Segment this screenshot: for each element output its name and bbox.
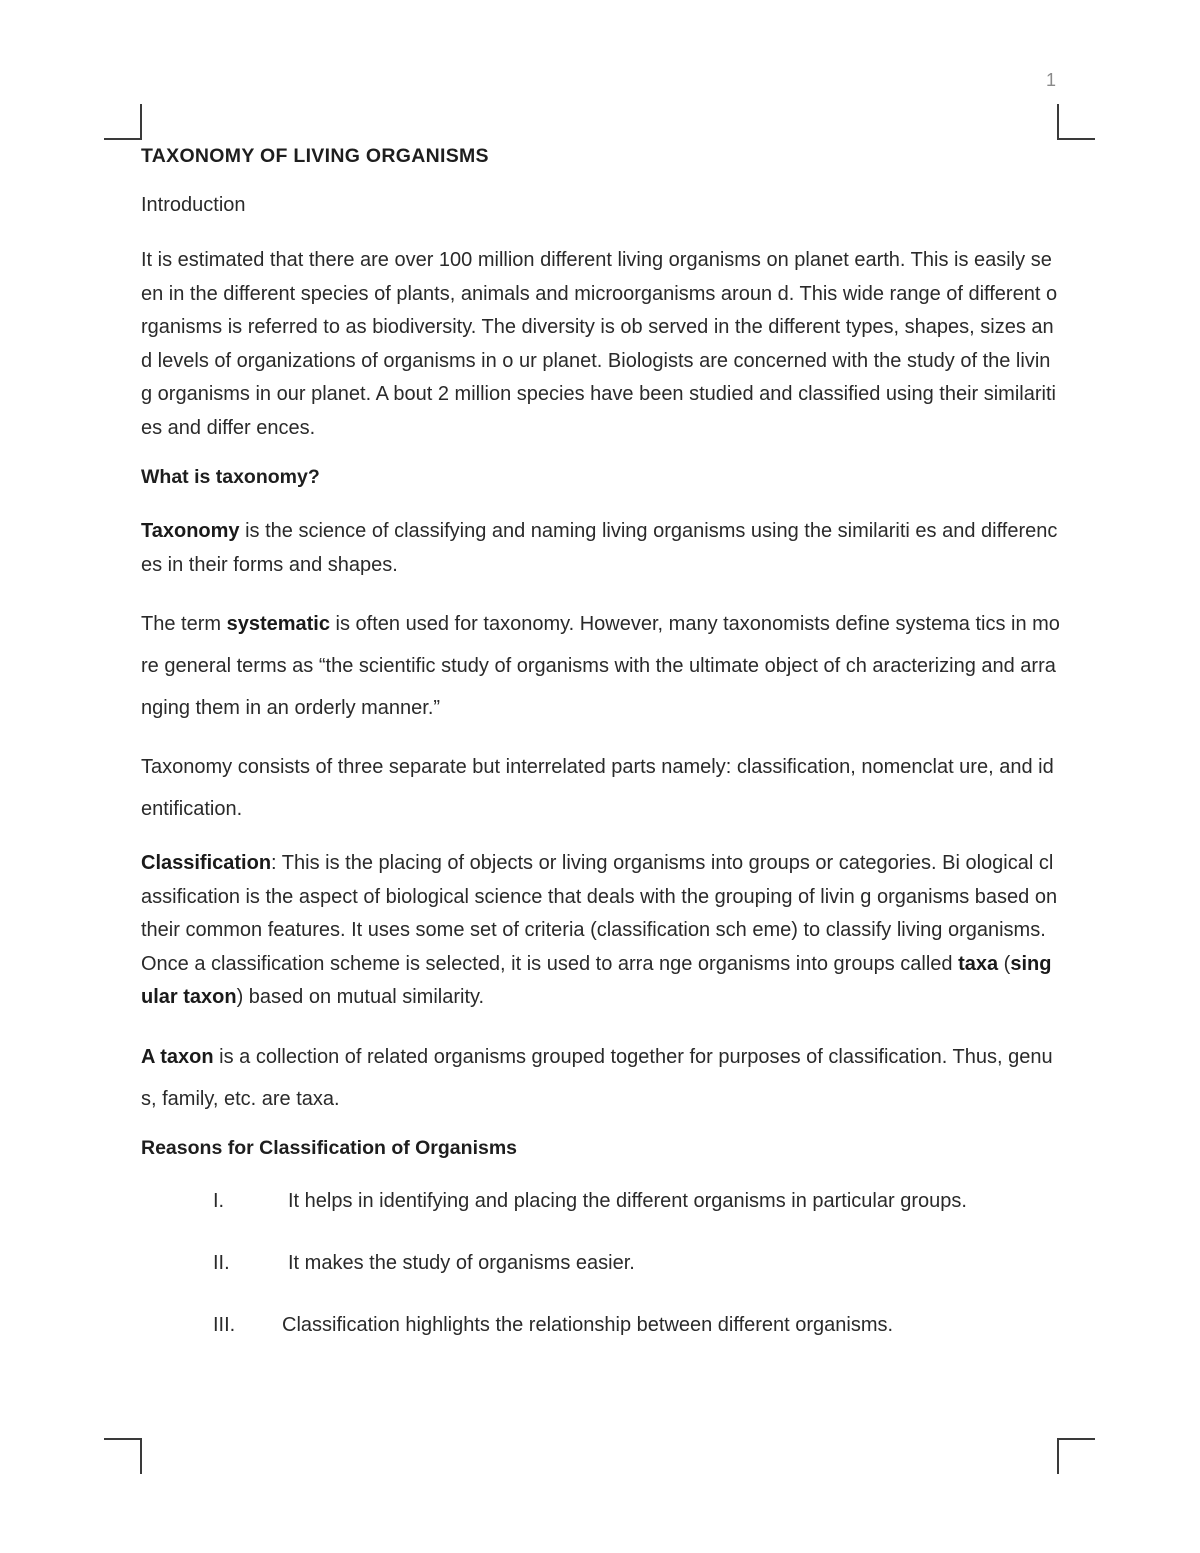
list-item-number: II. (213, 1251, 230, 1274)
classification-text: : This is the placing of objects or living organisms into groups or categories. Bi ological classification is the aspect of biological science that deals with the grouping of livin g organisms based on their common features. It uses some set of criteria (classification sch eme) to classify living organisms. Once a classification scheme is selected, it is used to arra nge organisms into groups called (141, 852, 1058, 975)
list-item (141, 1314, 1061, 1376)
taxon-term: A taxon (141, 1045, 214, 1068)
list-item-number: I. (213, 1189, 225, 1212)
parts-paragraph: Taxonomy consists of three separate but interrelated parts namely: classification, nomenclat ure, and identification. (141, 756, 1054, 820)
paren-open: ( (998, 952, 1011, 975)
page-number: 1 (1046, 70, 1057, 90)
taxon-paragraph (141, 1036, 1061, 1120)
what-is-taxonomy-heading: What is taxonomy? (141, 466, 320, 488)
crop-mark-top-right (1057, 104, 1095, 140)
crop-mark-bottom-right (1057, 1438, 1095, 1474)
taxonomy-definition (141, 515, 1061, 582)
classification-paragraph (141, 847, 1061, 1015)
systematic-pre: The term (141, 613, 227, 635)
crop-mark-bottom-left (104, 1438, 142, 1474)
systematic-paragraph (141, 603, 1061, 729)
list-item-number: III. (213, 1313, 236, 1336)
list-item-text: Classification highlights the relationship between different organisms. (282, 1313, 894, 1336)
list-item-text: It helps in identifying and placing the different organisms in particular groups. (288, 1189, 967, 1212)
singular-taxon-term: singular taxon (141, 952, 1052, 1008)
list-item (141, 1190, 1061, 1252)
document-body (141, 145, 1061, 1376)
reasons-list (141, 1190, 1061, 1376)
taxonomy-term: Taxonomy (141, 520, 240, 542)
crop-mark-top-left (104, 104, 142, 140)
list-item (141, 1252, 1061, 1314)
reasons-heading: Reasons for Classification of Organisms (141, 1136, 518, 1159)
systematic-text: is often used for taxonomy. However, many taxonomists define systema tics in more general terms as “the scientific study of organisms with the ultimate object of ch aracterizing and arranging them in an orderly manner.” (141, 613, 1060, 719)
intro-label: Introduction (141, 194, 246, 216)
taxonomy-definition-text: is the science of classifying and naming living organisms using the similariti es and differences in their forms and shapes. (141, 520, 1058, 576)
classification-text-end: ) based on mutual similarity. (236, 986, 485, 1008)
document-title: TAXONOMY OF LIVING ORGANISMS (141, 145, 489, 167)
intro-paragraph: It is estimated that there are over 100 million different living organisms on planet earth. This is easily seen in the different species of plants, animals and microorganisms aroun d. This wide range of different organisms is referred to as biodiversity. The diversity is ob served in the different types, shapes, sizes and levels of organizations of organisms in o ur planet. Biologists are concerned with the study of the living organisms in our planet. A bout 2 million species have been studied and classified using their similarities and differ ences. (141, 249, 1058, 439)
taxon-text: is a collection of related organisms grouped together for purposes of classification. Thus, genus, family, etc. are taxa. (141, 1045, 1053, 1110)
systematic-term: systematic (226, 613, 330, 635)
taxa-term: taxa (958, 952, 999, 975)
classification-term: Classification (141, 852, 272, 874)
list-item-text: It makes the study of organisms easier. (288, 1251, 635, 1274)
